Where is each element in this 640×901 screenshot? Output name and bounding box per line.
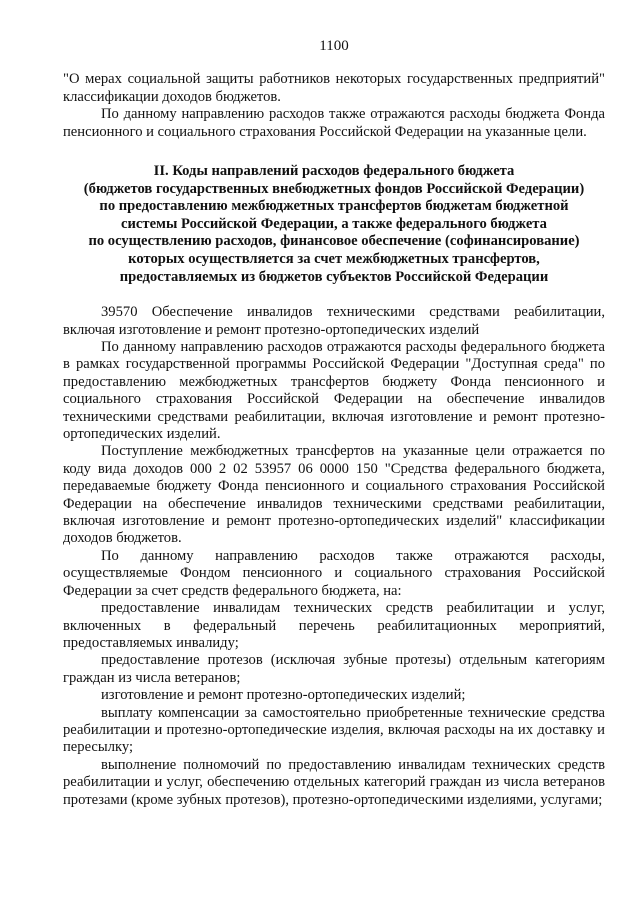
heading-line: которых осуществляется за счет межбюджетных трансфертов, xyxy=(128,251,540,267)
document-page xyxy=(63,38,605,809)
body-paragraph: По данному направлению расходов отражаются расходы федерального бюджета в рамках государственной программы Российской Федерации "Доступная среда" по предоставлению межбюджетных трансфертов бюджету Фонда пенсионного и социального страхования Российской Федерации на обеспечение инвалидов техническими средствами реабилитации, включая изготовление и ремонт протезно-ортопедических изделий. xyxy=(63,339,605,443)
page-number: 1100 xyxy=(319,38,349,54)
heading-line: II. Коды направлений расходов федерального бюджета xyxy=(153,163,515,180)
heading-line: (бюджетов государственных внебюджетных фондов Российской Федерации) xyxy=(83,180,585,197)
list-item: выполнение полномочий по предоставлению инвалидам технических средств реабилитации и услуг, обеспечению отдельных категорий граждан из числа ветеранов протезами (кроме зубных протезов), протезно-ортопедическими изделиями, услугами; xyxy=(63,756,605,808)
list-item: предоставление инвалидам технических средств реабилитации и услуг, включенных в федеральный перечень реабилитационных мероприятий, предоставляемых инвалиду; xyxy=(63,600,605,651)
list-item: предоставление протезов (исключая зубные протезы) отдельным категориям граждан из числа ветеранов; xyxy=(63,652,605,686)
heading-line: системы Российской Федерации, а также федерального бюджета xyxy=(121,215,547,232)
body-paragraph: Поступление межбюджетных трансфертов на указанные цели отражается по коду вида доходов 000 2 02 53957 06 0000 150 "Средства федерального бюджета, передаваемые бюджету Фонда пенсионного и социального страхования Российской Федерации на обеспечение инвалидов техническими средствами реабилитации, включая изготовление и ремонт протезно-ортопедических изделий" классификации доходов бюджетов. xyxy=(63,443,605,547)
intro-paragraph: По данному направлению расходов также отражаются расходы бюджета Фонда пенсионного и социального страхования Российской Федерации на указанные цели. xyxy=(63,106,605,140)
heading-line: по предоставлению межбюджетных трансфертов бюджетам бюджетной xyxy=(99,198,569,215)
heading-line: по осуществлению расходов, финансовое обеспечение (софинансирование) xyxy=(88,233,580,250)
code-entry-39570: 39570 Обеспечение инвалидов техническими средствами реабилитации, включая изготовление и ремонт протезно-ортопедических изделий xyxy=(63,304,605,338)
heading-line: предоставляемых из бюджетов субъектов Российской Федерации xyxy=(119,268,549,285)
list-item: выплату компенсации за самостоятельно приобретенные технические средства реабилитации и протезно-ортопедические изделия, включая расходы на их доставку и пересылку; xyxy=(63,704,605,756)
intro-continuation: "О мерах социальной защиты работников некоторых государственных предприятий" классификации доходов бюджетов. xyxy=(63,71,605,105)
list-item: изготовление и ремонт протезно-ортопедических изделий; xyxy=(101,687,466,704)
section-heading xyxy=(63,163,605,286)
body-paragraph: По данному направлению расходов также отражаются расходы, осуществляемые Фондом пенсионного и социального страхования Российской Федерации за счет средств федерального бюджета, на: xyxy=(63,547,605,599)
